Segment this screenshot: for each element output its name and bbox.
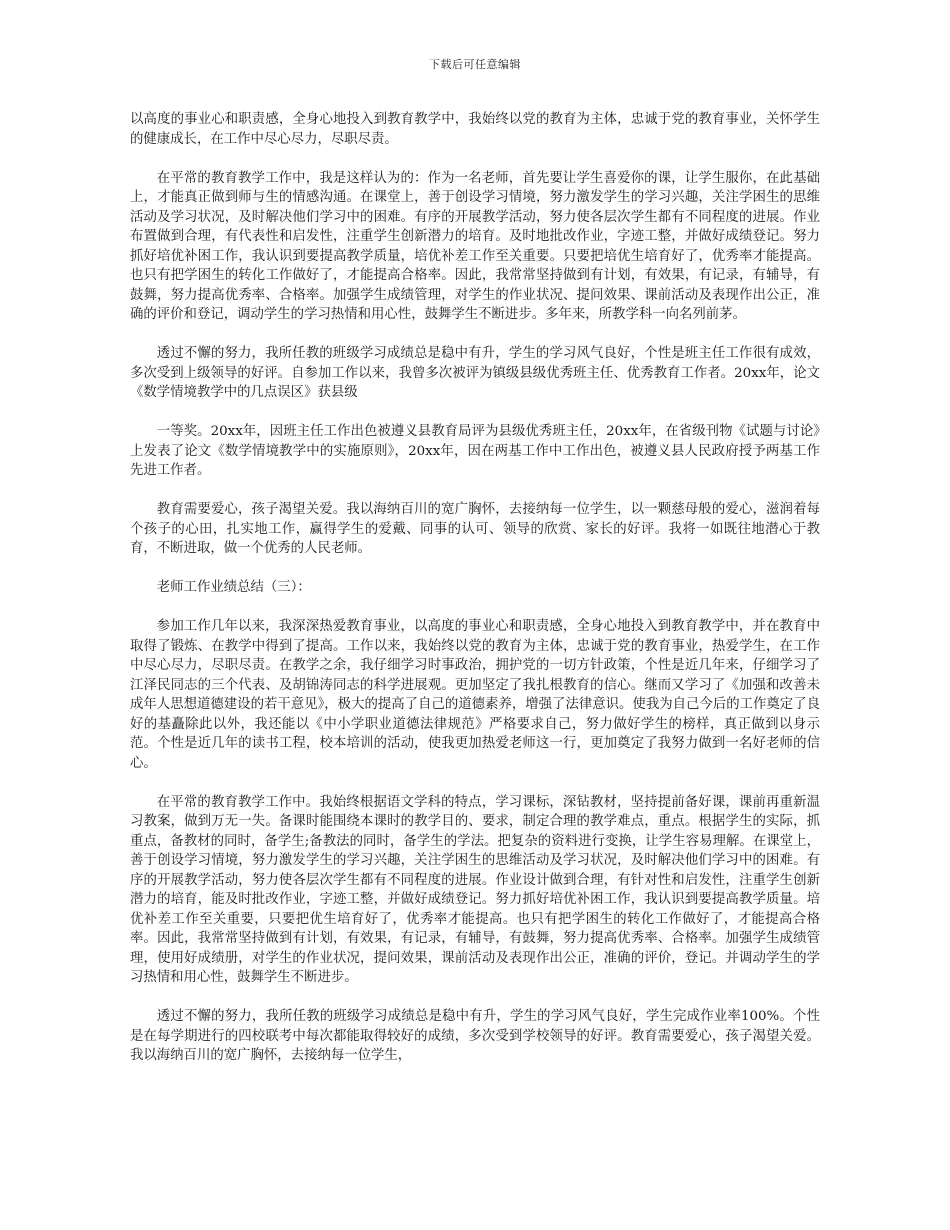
paragraph-5: 教育需要爱心，孩子渴望关爱。我以海纳百川的宽广胸怀，去接纳每一位学生，以一颗慈母般的爱心，滋润着每个孩子的心田，扎实地工作，赢得学生的爱戴、同事的认可、领导的欣赏、家长的好评。我将一如既往地潜心于教育，不断进取，做一个优秀的人民老师。 [130,502,820,556]
paragraph-6: 参加工作几年以来，我深深热爱教育事业，以高度的事业心和职责感，全身心地投入到教育教学中，并在教育中取得了锻炼、在教学中得到了提高。工作以来，我始终以党的教育为主体，忠诚于党的教育事业，热爱学生，在工作中尽心尽力，尽职尽责。在教学之余，我仔细学习时事政治，拥护党的一切方针政策，个性是近几年来，仔细学习了江泽民同志的三个代表、及胡锦涛同志的科学进展观。更加坚定了我扎根教育的信心。继而又学习了《加强和改善未成年人思想道德建设的若干意见》，极大的提高了自己的道德素养，增强了法律意识。使我为自己今后的工作奠定了良好的基矗除此以外，我还能以《中小学职业道德法律规范》严格要求自己，努力做好学生的榜样，真正做到以身示范。个性是近几年的读书工程，校本培训的活动，使我更加热爱老师这一行，更加奠定了我努力做到一名好老师的信心。 [130,619,820,771]
paragraph-2: 在平常的教育教学工作中，我是这样认为的：作为一名老师，首先要让学生喜爱你的课，让学生服你，在此基础上，才能真正做到师与生的情感沟通。在课堂上，善于创设学习情境，努力激发学生的学习兴趣，关注学困生的思维活动及学习状况，及时解决他们学习中的困难。有序的开展教学活动，努力使各层次学生都有不同程度的进展。作业布置做到合理，有代表性和启发性，注重学生创新潜力的培育。及时地批改作业，字迹工整，并做好成绩登记。努力抓好培优补困工作，我认识到要提高教学质量，培优补差工作至关重要。只要把培优生培育好了，优秀率才能提高。也只有把学困生的转化工作做好了，才能提高合格率。因此，我常常坚持做到有计划，有效果，有记录，有辅导，有鼓舞，努力提高优秀率、合格率。加强学生成绩管理，对学生的作业状况、提问效果、课前活动及表现作出公正，准确的评价和登记，调动学生的学习热情和用心性，鼓舞学生不断进步。多年来，所教学科一向名列前茅。 [130,170,820,322]
paragraph-8: 透过不懈的努力，我所任教的班级学习成绩总是稳中有升，学生的学习风气良好，学生完成作业率100%。个性是在每学期进行的四校联考中每次都能取得较好的成绩，多次受到学校领导的好评。教育需要爱心，孩子渴望关爱。我以海纳百川的宽广胸怀，去接纳每一位学生， [130,1009,820,1063]
section-heading: 老师工作业绩总结（三）： [156,580,311,595]
paragraph-7: 在平常的教育教学工作中。我始终根据语文学科的特点，学习课标，深钻教材，坚持提前备好课，课前再重新温习教案，做到万无一失。备课时能围绕本课时的教学目的、要求，制定合理的教学难点，重点。根据学生的实际，抓重点，备教材的同时，备学生;备教法的同时，备学生的学法。把复杂的资料进行变换，让学生容易理解。在课堂上，善于创设学习情境，努力激发学生的学习兴趣，关注学困生的思维活动及学习状况，及时解决他们学习中的困难。有序的开展教学活动，努力使各层次学生都有不同程度的进展。作业设计做到合理，有针对性和启发性，注重学生创新潜力的培育，能及时批改作业，字迹工整，并做好成绩登记。努力抓好培优补困工作，我认识到要提高教学质量。培优补差工作至关重要，只要把优生培育好了，优秀率才能提高。也只有把学困生的转化工作做好了，才能提高合格率。因此，我常常坚持做到有计划，有效果，有记录，有辅导，有鼓舞，努力提高优秀率、合格率。加强学生成绩管理，使用好成绩册，对学生的作业状况，提问效果，课前活动及表现作出公正，准确的评价，登记。并调动学生的学习热情和用心性，鼓舞学生不断进步。 [130,794,820,985]
paragraph-3: 透过不懈的努力，我所任教的班级学习成绩总是稳中有升，学生的学习风气良好，个性是班主任工作很有成效，多次受到上级领导的好评。自参加工作以来，我曾多次被评为镇级县级优秀班主任、优秀教育工作者。20xx年，论文《数学情境教学中的几点误区》获县级 [130,346,820,400]
page-header: 下载后可任意编辑 [429,58,521,71]
paragraph-1: 以高度的事业心和职责感，全身心地投入到教育教学中，我始终以党的教育为主体，忠诚于党的教育事业，关怀学生的健康成长，在工作中尽心尽力，尽职尽责。 [130,112,820,147]
document-body [130,110,820,1085]
paragraph-4: 一等奖。20xx年，因班主任工作出色被遵义县教育局评为县级优秀班主任，20xx年，在省级刊物《试题与讨论》上发表了论文《数学情境教学中的实施原则》，20xx年，因在两基工作中工作出色，被遵义县人民政府授予两基工作先进工作者。 [130,424,820,478]
